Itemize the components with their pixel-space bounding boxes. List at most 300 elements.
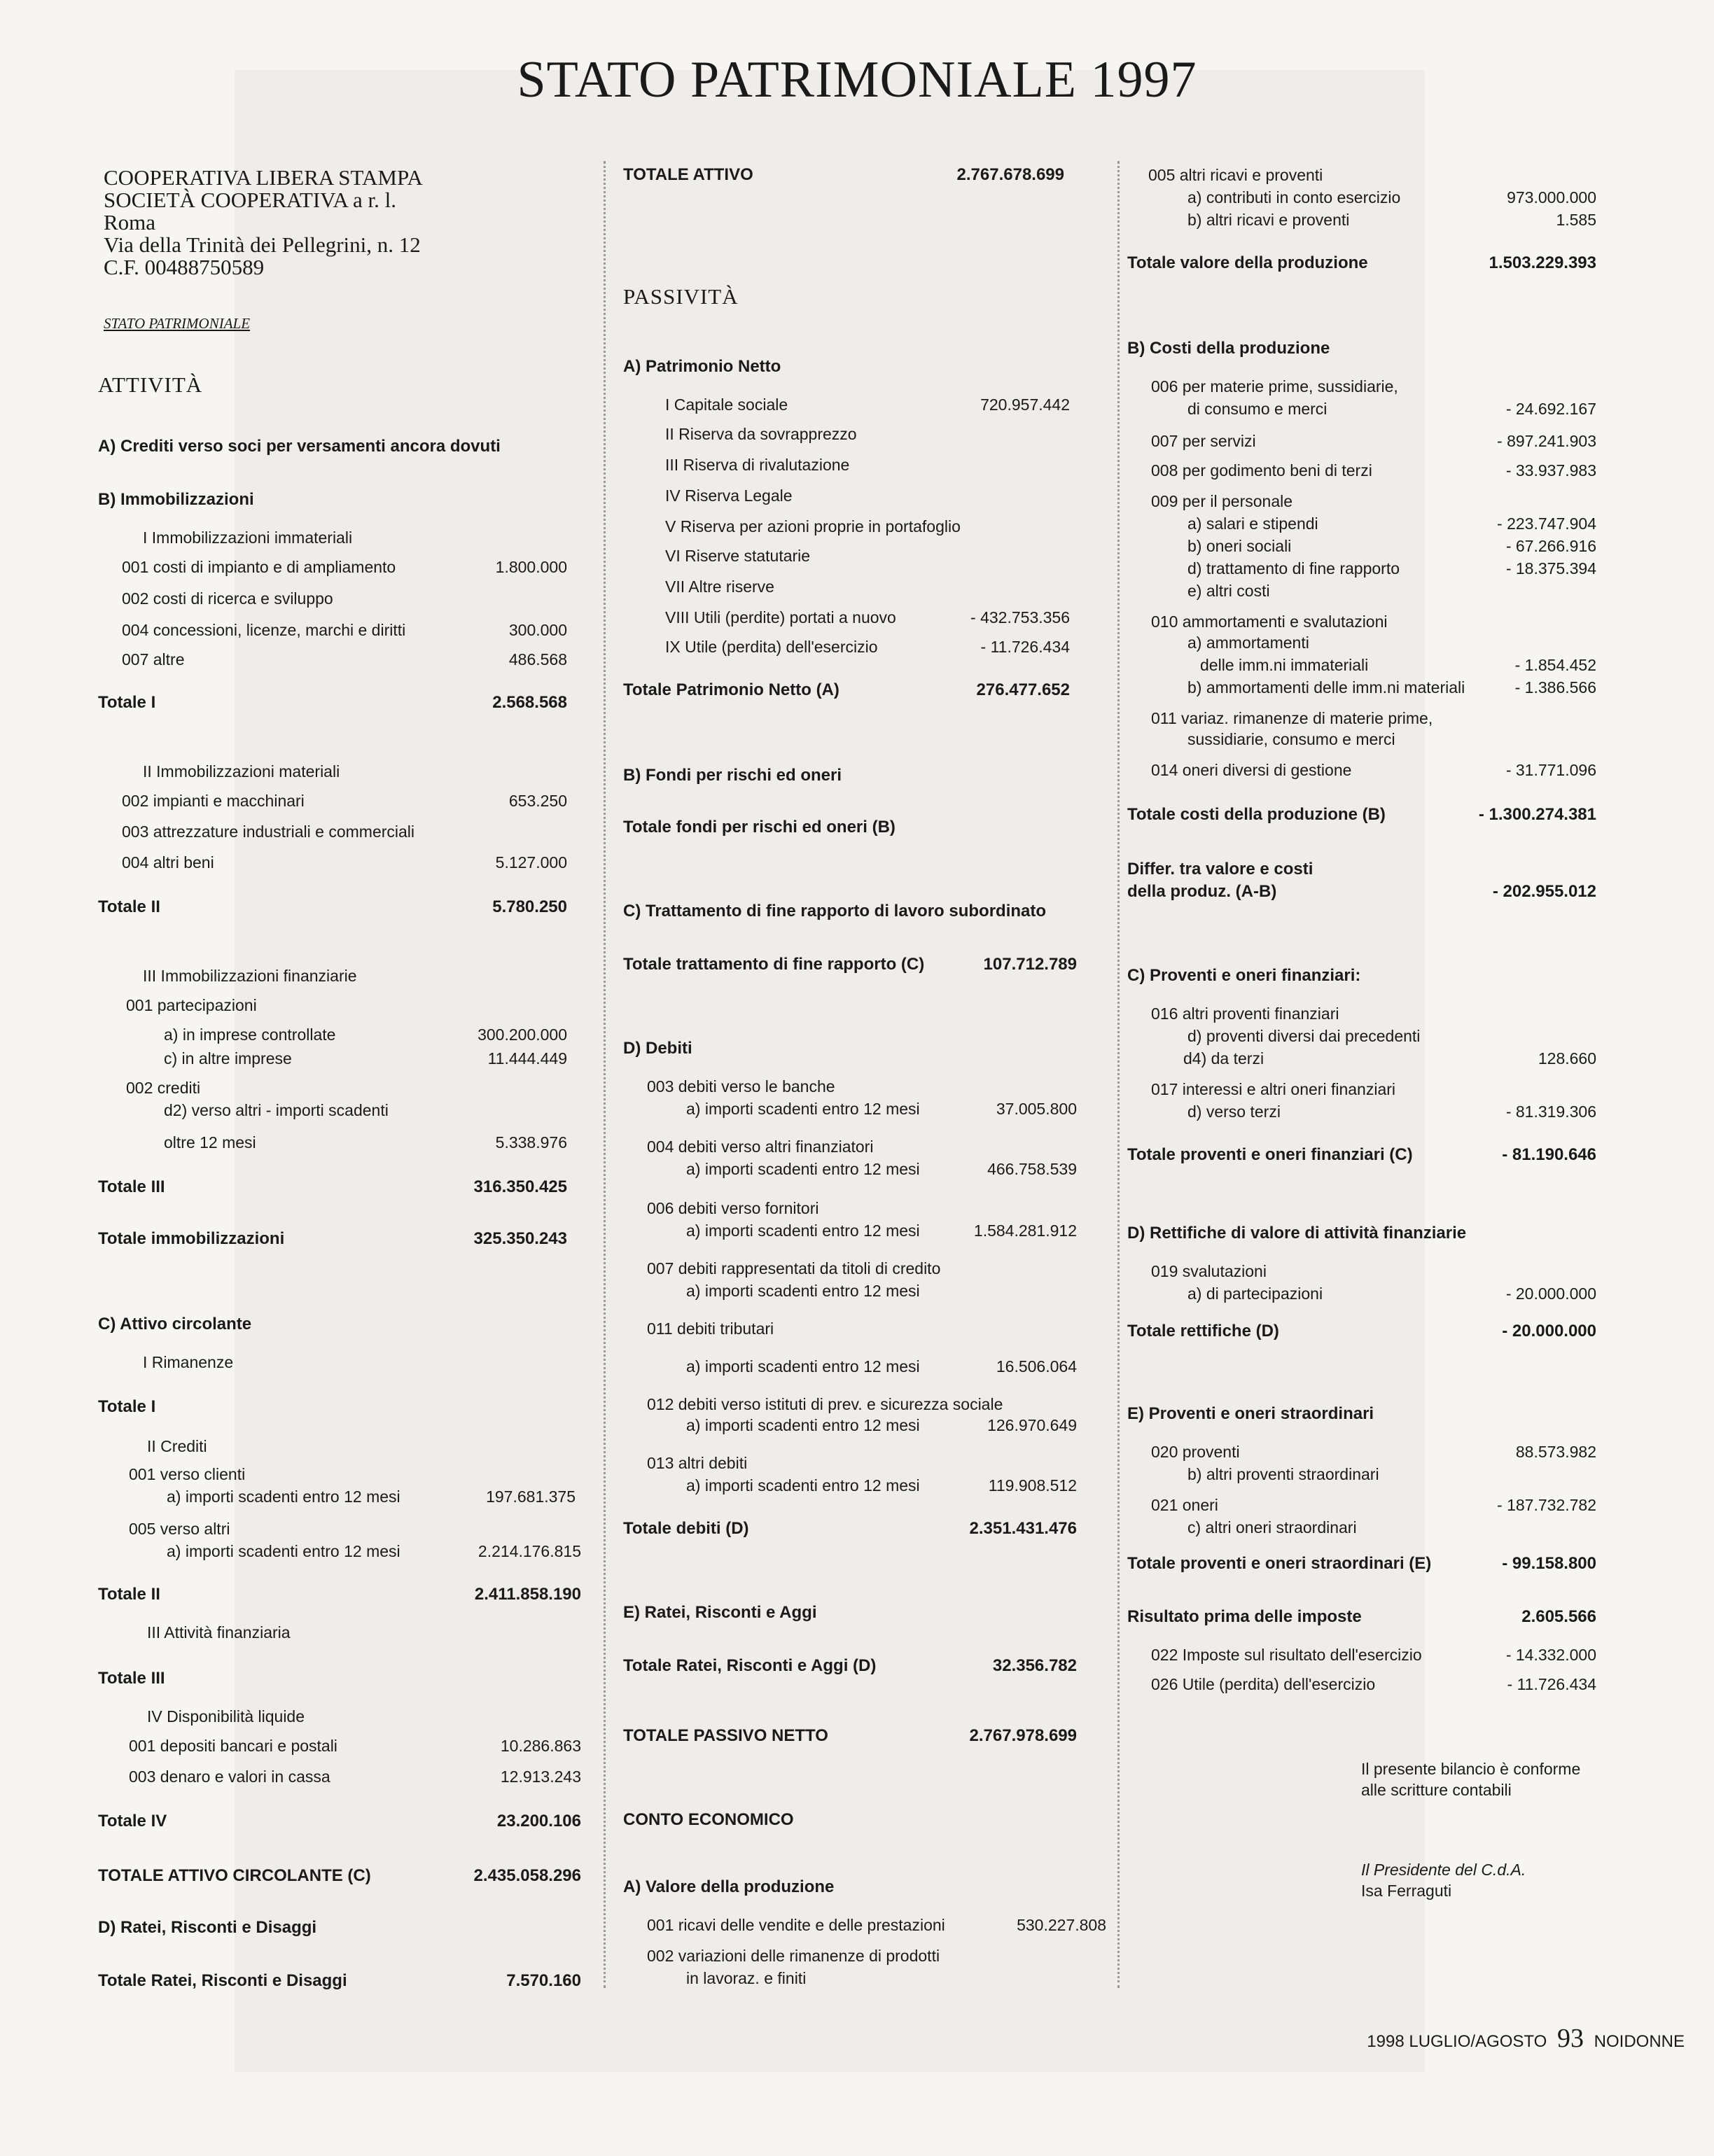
ledger-row (1127, 456, 1617, 484)
ledger-row (98, 1432, 581, 1460)
row-amount: 119.908.512 (988, 1476, 1077, 1494)
ledger-row (623, 573, 1106, 601)
row-amount: 2.767.978.699 (969, 1726, 1077, 1745)
ledger-row (623, 603, 1106, 631)
row-amount: - 14.332.000 (1505, 1646, 1596, 1664)
row-label: 001 depositi bancari e postali (129, 1737, 337, 1755)
ledger-row (1127, 1098, 1617, 1126)
row-label: Totale Ratei, Risconti e Disaggi (98, 1971, 347, 1990)
ledger-row (623, 1411, 1106, 1439)
company-fiscal-code: C.F. 00488750589 (104, 255, 265, 279)
ledger-row (98, 1862, 581, 1890)
row-amount: 720.957.442 (980, 396, 1070, 414)
row-amount: - 81.190.646 (1502, 1145, 1596, 1164)
row-label: 005 verso altri (129, 1520, 230, 1538)
ledger-row (1127, 1550, 1617, 1578)
row-amount: - 81.319.306 (1505, 1102, 1596, 1121)
ledger-row (98, 616, 581, 644)
row-amount: - 18.375.394 (1505, 559, 1596, 578)
ledger-row (623, 897, 1106, 925)
row-amount: 11.444.449 (487, 1049, 567, 1068)
row-label: b) altri ricavi e proventi (1187, 211, 1350, 229)
row-amount: - 1.386.566 (1514, 678, 1596, 696)
page-title: STATO PATRIMONIALE 1997 (517, 51, 1197, 108)
ledger-row (623, 1352, 1106, 1380)
row-amount: 653.250 (508, 792, 567, 810)
row-label: a) importi scadenti entro 12 mesi (686, 1222, 920, 1240)
company-block (104, 167, 423, 279)
company-address: Via della Trinità dei Pellegrini, n. 12 (104, 232, 421, 257)
row-amount: - 24.692.167 (1505, 400, 1596, 418)
row-label: TOTALE PASSIVO NETTO (623, 1726, 828, 1745)
ledger-row (623, 1652, 1106, 1680)
row-amount: 2.605.566 (1521, 1607, 1596, 1626)
ledger-row (98, 818, 581, 846)
ledger-row (98, 486, 581, 514)
page-footer (1367, 2023, 1685, 2054)
row-label: D) Ratei, Risconti e Disaggi (98, 1918, 317, 1937)
ledger-row (98, 584, 581, 612)
row-label: Totale proventi e oneri straordinari (E) (1127, 1554, 1432, 1573)
row-label: Totale costi della produzione (B) (1127, 805, 1386, 824)
ledger-row (98, 1702, 581, 1730)
ledger-row (98, 1128, 581, 1156)
ledger-row (1127, 577, 1617, 605)
row-label: 010 ammortamenti e svalutazioni (1151, 612, 1388, 631)
ledger-row (98, 1537, 581, 1565)
ledger-row (98, 1310, 581, 1338)
row-label: b) ammortamenti delle imm.ni materiali (1187, 678, 1465, 696)
ledger-row (623, 161, 1106, 189)
row-amount: 10.286.863 (500, 1737, 581, 1755)
ledger-row (98, 524, 581, 552)
row-label: Totale debiti (D) (623, 1519, 749, 1538)
signature-block (1361, 1859, 1526, 1901)
ledger-row (98, 1581, 581, 1609)
ledger-row (1127, 335, 1617, 363)
row-label: 003 debiti verso le banche (647, 1077, 835, 1096)
ledger-row (1127, 962, 1617, 990)
row-label: PASSIVITÀ (623, 284, 739, 309)
row-label: III Immobilizzazioni finanziarie (143, 967, 357, 985)
row-amount: 2.411.858.190 (474, 1585, 581, 1604)
signer-name: Isa Ferraguti (1361, 1882, 1452, 1900)
row-label: 004 debiti verso altri finanziatori (647, 1138, 874, 1156)
row-label: Totale IV (98, 1812, 167, 1830)
row-label: B) Costi della produzione (1127, 339, 1330, 358)
row-label: delle imm.ni immateriali (1200, 656, 1369, 674)
row-label: Totale I (98, 693, 156, 712)
ledger-row (623, 1155, 1106, 1183)
row-label: 011 debiti tributari (647, 1320, 774, 1338)
row-amount: 2.767.678.699 (956, 165, 1064, 184)
ledger-row (98, 689, 581, 717)
row-label: 013 altri debiti (647, 1454, 748, 1472)
row-label: C) Proventi e oneri finanziari: (1127, 966, 1361, 985)
row-label: D) Rettifiche di valore di attività finanziarie (1127, 1224, 1467, 1242)
row-amount: 7.570.160 (506, 1971, 581, 1990)
ledger-row (623, 1035, 1106, 1063)
ledger-row (1127, 206, 1617, 234)
row-label: c) altri oneri straordinari (1187, 1518, 1357, 1536)
ledger-row (1127, 756, 1617, 784)
ledger-row (98, 1665, 581, 1693)
section-label: STATO PATRIMONIALE (104, 315, 251, 332)
ledger-row (98, 1967, 581, 1995)
ledger-row (98, 757, 581, 785)
row-label: 003 attrezzature industriali e commerciali (122, 822, 415, 841)
row-amount: - 11.726.434 (980, 638, 1070, 656)
row-label: 008 per godimento beni di terzi (1151, 461, 1372, 479)
row-label: d2) verso altri - importi scadenti (164, 1101, 389, 1119)
ledger-row (623, 512, 1106, 540)
ledger-row (98, 1393, 581, 1421)
ledger-row (623, 1217, 1106, 1245)
ledger-row (1127, 1513, 1617, 1541)
ledger-row (1127, 249, 1617, 277)
ledger-row (623, 762, 1106, 790)
ledger-row (98, 553, 581, 581)
row-label: Totale valore della produzione (1127, 253, 1368, 272)
row-label: IV Disponibilità liquide (147, 1707, 305, 1726)
ledger-row (98, 787, 581, 815)
ledger-row (623, 813, 1106, 841)
row-label: III Attività finanziaria (147, 1623, 291, 1642)
row-label: 002 crediti (126, 1079, 201, 1097)
row-label: 006 per materie prime, sussidiarie, (1151, 377, 1398, 396)
row-amount: 23.200.106 (496, 1812, 581, 1830)
ledger-row (623, 1722, 1106, 1750)
row-amount: 5.780.250 (492, 897, 567, 916)
row-amount: - 1.300.274.381 (1478, 805, 1596, 824)
row-label: IV Riserva Legale (665, 486, 793, 505)
row-label: e) altri costi (1187, 582, 1270, 600)
row-label: d4) da terzi (1183, 1049, 1264, 1068)
row-label: 014 oneri diversi di gestione (1151, 761, 1352, 779)
row-label: B) Immobilizzazioni (98, 490, 254, 509)
ledger-row (1127, 878, 1617, 906)
ledger-row (1127, 1141, 1617, 1169)
row-amount: 973.000.000 (1507, 188, 1596, 206)
row-amount: 32.356.782 (992, 1656, 1077, 1675)
ledger-row (623, 1277, 1106, 1305)
row-label: di consumo e merci (1187, 400, 1328, 418)
row-amount: 530.227.808 (1017, 1916, 1106, 1934)
row-label: 001 partecipazioni (126, 996, 257, 1014)
row-label: sussidiarie, consumo e merci (1187, 730, 1395, 748)
row-amount: 126.970.649 (987, 1416, 1077, 1434)
row-amount: 2.435.058.296 (473, 1866, 581, 1885)
row-amount: - 99.158.800 (1502, 1554, 1596, 1573)
row-label: 007 debiti rappresentati da titoli di credito (647, 1259, 941, 1278)
row-label: TOTALE ATTIVO (623, 165, 753, 184)
row-label: VII Altre riserve (665, 578, 774, 596)
row-amount: 466.758.539 (987, 1160, 1077, 1178)
row-label: a) importi scadenti entro 12 mesi (686, 1416, 920, 1434)
row-label: A) Valore della produzione (623, 1877, 835, 1896)
row-label: E) Proventi e oneri straordinari (1127, 1404, 1374, 1423)
row-label: a) contributi in conto esercizio (1187, 188, 1401, 206)
row-amount: 300.000 (508, 621, 567, 639)
column-divider-2 (1117, 161, 1120, 1988)
ledger-row (1127, 801, 1617, 829)
row-label: Totale Patrimonio Netto (A) (623, 680, 839, 699)
row-label: 004 concessioni, licenze, marchi e diritti (122, 621, 406, 639)
row-amount: 2.568.568 (492, 693, 567, 712)
row-amount: 107.712.789 (983, 955, 1077, 974)
row-label: 002 variazioni delle rimanenze di prodotti (647, 1947, 940, 1965)
row-amount: - 67.266.916 (1505, 537, 1596, 555)
ledger-row (98, 1763, 581, 1791)
row-label: Totale immobilizzazioni (98, 1229, 285, 1248)
row-label: b) oneri sociali (1187, 537, 1292, 555)
signer-title: Il Presidente del C.d.A. (1361, 1861, 1526, 1879)
row-amount: 1.584.281.912 (973, 1222, 1077, 1240)
ledger-row (1127, 1219, 1617, 1247)
ledger-row (623, 676, 1106, 704)
conformity-line-2: alle scritture contabili (1361, 1781, 1512, 1799)
row-label: Totale Ratei, Risconti e Aggi (D) (623, 1656, 877, 1675)
ledger-row (1127, 1603, 1617, 1631)
row-label: Totale proventi e oneri finanziari (C) (1127, 1145, 1413, 1164)
row-label: B) Fondi per rischi ed oneri (623, 766, 842, 785)
row-label: 004 altri beni (122, 853, 214, 872)
footer-magazine: NOIDONNE (1594, 2032, 1685, 2051)
row-amount: 325.350.243 (473, 1229, 567, 1248)
row-label: 009 per il personale (1151, 492, 1293, 510)
row-amount: 2.351.431.476 (969, 1519, 1077, 1538)
row-label: II Riserva da sovrapprezzo (665, 425, 857, 443)
ledger-row (623, 542, 1106, 570)
row-amount: 300.200.000 (478, 1026, 567, 1044)
footer-issue: 1998 LUGLIO/AGOSTO (1367, 2032, 1547, 2051)
ledger-row (623, 1515, 1106, 1543)
row-label: Totale rettifiche (D) (1127, 1322, 1279, 1340)
ledger-row (623, 633, 1106, 661)
row-amount: 316.350.425 (473, 1177, 567, 1196)
row-label: Totale III (98, 1177, 165, 1196)
row-amount: - 1.854.452 (1514, 656, 1596, 674)
row-label: A) Patrimonio Netto (623, 357, 781, 376)
row-label: Totale II (98, 1585, 160, 1604)
row-amount: 12.913.243 (500, 1768, 581, 1786)
row-label: C) Trattamento di fine rapporto di lavoro subordinato (623, 902, 1047, 920)
company-city: Roma (104, 210, 156, 234)
row-label: CONTO ECONOMICO (623, 1810, 794, 1829)
ledger-row (98, 1096, 581, 1124)
row-amount: 2.214.176.815 (478, 1542, 581, 1560)
row-label: d) trattamento di fine rapporto (1187, 559, 1400, 578)
row-label: a) in imprese controllate (164, 1026, 336, 1044)
ledger-row (1127, 1044, 1617, 1072)
row-label: a) importi scadenti entro 12 mesi (167, 1488, 400, 1506)
row-amount: - 20.000.000 (1502, 1322, 1596, 1340)
ledger-row (98, 433, 581, 461)
row-amount: - 33.937.983 (1505, 461, 1596, 479)
row-label: 011 variaz. rimanenze di materie prime, (1151, 709, 1433, 727)
row-amount: - 223.747.904 (1497, 514, 1596, 533)
ledger-row (98, 1483, 581, 1511)
ledger-row (98, 1225, 581, 1253)
ledger-row (98, 962, 581, 990)
row-label: A) Crediti verso soci per versamenti ancora dovuti (98, 437, 501, 456)
row-amount: - 20.000.000 (1505, 1284, 1596, 1303)
row-label: in lavoraz. e finiti (686, 1969, 807, 1987)
ledger-row (623, 1964, 1106, 1992)
ledger-row (1127, 673, 1617, 701)
row-label: 020 proventi (1151, 1443, 1240, 1461)
row-label: 001 verso clienti (129, 1465, 246, 1483)
conformity-note (1361, 1758, 1580, 1800)
row-amount: 88.573.982 (1515, 1443, 1596, 1461)
ledger-row (623, 951, 1106, 979)
row-amount: - 897.241.903 (1497, 432, 1596, 450)
column-divider-1 (604, 161, 606, 1988)
footer-page-number: 93 (1556, 2024, 1584, 2053)
row-amount: - 432.753.356 (970, 608, 1070, 626)
row-label: a) importi scadenti entro 12 mesi (686, 1476, 920, 1494)
ledger-row (1127, 1670, 1617, 1698)
ledger-row (1127, 395, 1617, 423)
row-label: Totale trattamento di fine rapporto (C) (623, 955, 925, 974)
row-label: VI Riserve statutarie (665, 547, 811, 565)
row-label: a) importi scadenti entro 12 mesi (686, 1160, 920, 1178)
ledger-row (623, 1471, 1106, 1499)
row-label: della produz. (A-B) (1127, 882, 1277, 901)
row-label: 021 oneri (1151, 1496, 1218, 1514)
row-label: V Riserva per azioni proprie in portafoglio (665, 517, 961, 536)
row-label: Differ. tra valore e costi (1127, 860, 1314, 878)
ledger-row (1127, 1400, 1617, 1428)
row-label: I Capitale sociale (665, 396, 788, 414)
row-label: I Immobilizzazioni immateriali (143, 528, 353, 547)
row-label: 001 ricavi delle vendite e delle prestazioni (647, 1916, 945, 1934)
row-label: III Riserva di rivalutazione (665, 456, 850, 474)
ledger-row (623, 1599, 1106, 1627)
row-label: 001 costi di impianto e di ampliamento (122, 558, 396, 576)
ledger-row (1127, 1460, 1617, 1488)
row-amount: 197.681.375 (486, 1488, 576, 1506)
row-label: 022 Imposte sul risultato dell'esercizio (1151, 1646, 1422, 1664)
ledger-row (98, 645, 581, 673)
ledger-row (98, 893, 581, 921)
ledger-row (1127, 725, 1617, 753)
row-label: 002 costi di ricerca e sviluppo (122, 589, 333, 608)
ledger-row (1127, 1280, 1617, 1308)
ledger-row (623, 1095, 1106, 1123)
row-label: II Immobilizzazioni materiali (143, 762, 340, 780)
row-label: 026 Utile (perdita) dell'esercizio (1151, 1675, 1376, 1693)
row-label: 012 debiti verso istituti di prev. e sicurezza sociale (647, 1395, 1003, 1413)
ledger-row (98, 1348, 581, 1376)
row-label: IX Utile (perdita) dell'esercizio (665, 638, 878, 656)
row-amount: - 11.726.434 (1507, 1675, 1596, 1693)
row-label: d) verso terzi (1187, 1102, 1281, 1121)
row-label: a) importi scadenti entro 12 mesi (686, 1282, 920, 1300)
ledger-row (98, 1807, 581, 1835)
company-name-1: COOPERATIVA LIBERA STAMPA (104, 165, 423, 190)
row-label: Totale I (98, 1397, 156, 1416)
conformity-line-1: Il presente bilancio è conforme (1361, 1760, 1581, 1778)
row-label: E) Ratei, Risconti e Aggi (623, 1603, 817, 1622)
row-label: Risultato prima delle imposte (1127, 1607, 1362, 1626)
row-amount: 5.127.000 (495, 853, 567, 872)
row-label: Totale II (98, 897, 160, 916)
ledger-row (623, 391, 1106, 419)
row-label: 006 debiti verso fornitori (647, 1199, 819, 1217)
row-label: Totale III (98, 1669, 165, 1688)
row-amount: 1.800.000 (495, 558, 567, 576)
row-label: c) in altre imprese (164, 1049, 292, 1068)
ledger-row (98, 1173, 581, 1201)
row-label: oltre 12 mesi (164, 1133, 256, 1152)
ledger-row (623, 1873, 1106, 1901)
ledger-row (98, 1732, 581, 1760)
ledger-row (1127, 427, 1617, 455)
row-amount: 486.568 (508, 650, 567, 668)
company-name-2: SOCIETÀ COOPERATIVA a r. l. (104, 188, 396, 212)
row-label: II Crediti (147, 1437, 207, 1455)
row-amount: 5.338.976 (495, 1133, 567, 1152)
row-label: a) importi scadenti entro 12 mesi (686, 1357, 920, 1376)
ledger-row (623, 1911, 1106, 1939)
ledger-row (98, 371, 581, 399)
ledger-row (98, 1044, 581, 1072)
ledger-row (1127, 1641, 1617, 1669)
ledger-row (623, 353, 1106, 381)
row-label: D) Debiti (623, 1039, 692, 1058)
row-label: C) Attivo circolante (98, 1315, 252, 1334)
row-amount: 128.660 (1538, 1049, 1596, 1068)
row-amount: 1.503.229.393 (1489, 253, 1596, 272)
row-amount: - 31.771.096 (1505, 761, 1596, 779)
row-label: 017 interessi e altri oneri finanziari (1151, 1080, 1396, 1098)
ledger-row (623, 451, 1106, 479)
row-label: I Rimanenze (143, 1353, 234, 1371)
row-label: TOTALE ATTIVO CIRCOLANTE (C) (98, 1866, 371, 1885)
row-label: d) proventi diversi dai precedenti (1187, 1027, 1421, 1045)
ledger-row (623, 1806, 1106, 1834)
row-amount: - 202.955.012 (1492, 882, 1596, 901)
row-amount: - 187.732.782 (1497, 1496, 1596, 1514)
ledger-row (1127, 1317, 1617, 1345)
row-label: ATTIVITÀ (98, 372, 203, 397)
row-label: 005 altri ricavi e proventi (1148, 166, 1323, 184)
row-label: 019 svalutazioni (1151, 1262, 1267, 1280)
row-label: a) importi scadenti entro 12 mesi (167, 1542, 400, 1560)
ledger-row (623, 283, 1106, 311)
row-label: b) altri proventi straordinari (1187, 1465, 1379, 1483)
ledger-row (623, 482, 1106, 510)
row-label: VIII Utili (perdite) portati a nuovo (665, 608, 896, 626)
row-amount: 16.506.064 (996, 1357, 1077, 1376)
row-label: 007 altre (122, 650, 185, 668)
row-label: 002 impianti e macchinari (122, 792, 305, 810)
row-amount: 1.585 (1556, 211, 1596, 229)
ledger-row (98, 848, 581, 876)
row-label: 016 altri proventi finanziari (1151, 1004, 1339, 1023)
row-label: a) importi scadenti entro 12 mesi (686, 1100, 920, 1118)
row-amount: 276.477.652 (976, 680, 1070, 699)
ledger-row (98, 991, 581, 1019)
ledger-row (98, 1914, 581, 1942)
ledger-row (98, 1618, 581, 1646)
ledger-row (623, 1315, 1106, 1343)
row-label: Totale fondi per rischi ed oneri (B) (623, 818, 896, 836)
row-amount: 37.005.800 (996, 1100, 1077, 1118)
ledger-row (623, 420, 1106, 448)
row-label: a) di partecipazioni (1187, 1284, 1323, 1303)
